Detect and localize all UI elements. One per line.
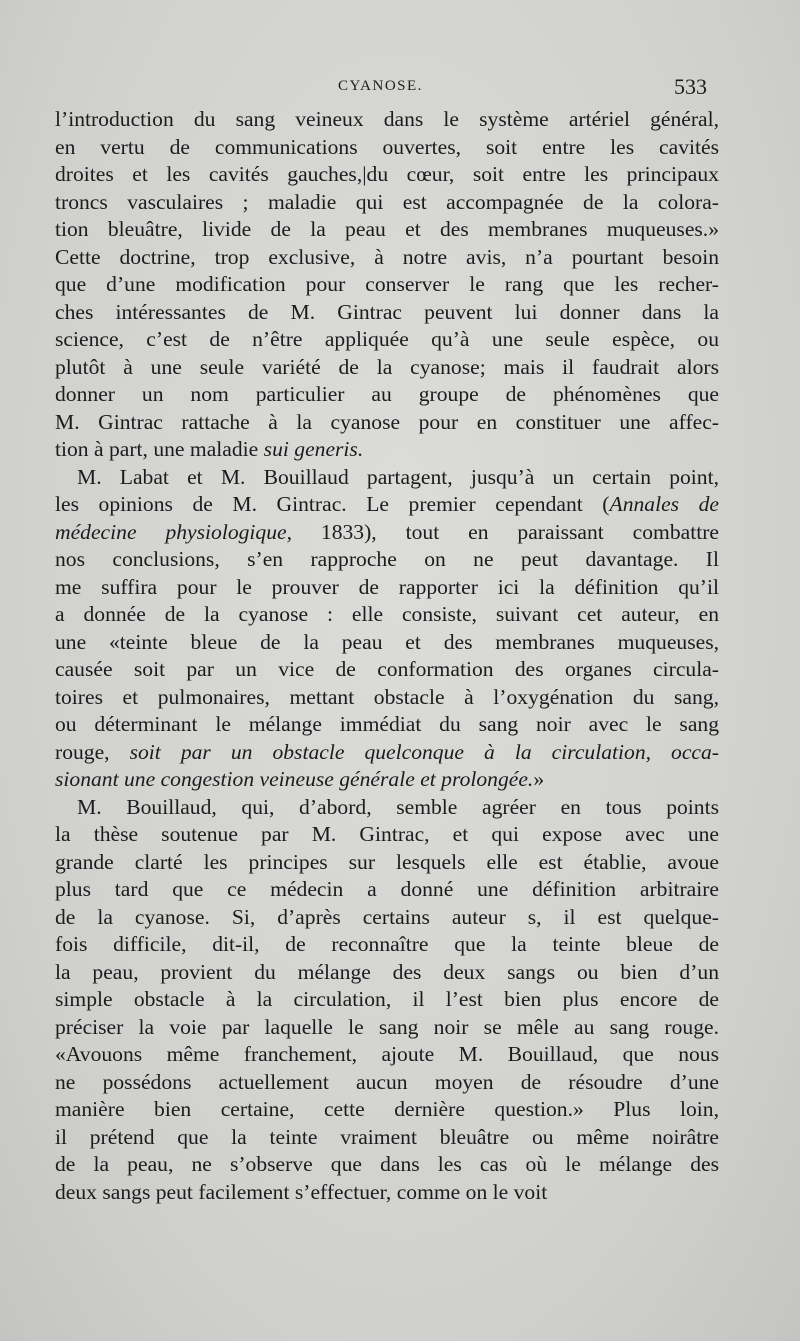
text-line [55,766,719,794]
text-line [55,161,719,189]
running-head: CYANOSE. [338,78,423,94]
text-run: M. Labat et M. Bouillaud partagent, jusqu’à un certain point, [77,464,719,489]
text-line [55,876,719,904]
text-line [55,849,719,877]
text-line [55,1069,719,1097]
page-number: 533 [674,74,707,99]
paragraph [55,794,719,1207]
text-run: nos conclusions, s’en rapproche on ne peut davantage. Il [55,547,719,571]
text-line [55,381,719,409]
text-run: une «teinte bleue de la peau et des membranes muqueuses, [55,629,719,654]
italic-text: médecine physiologique, [55,519,292,544]
text-line [55,354,719,382]
text-line [55,491,719,519]
text-run: a donnée de la cyanose : elle consiste, suivant cet auteur, en [55,602,719,626]
text-line [55,821,719,849]
text-run: ches intéressantes de M. Gintrac peuvent lui donner dans la [55,299,719,324]
text-line [55,794,719,822]
text-line [55,244,719,272]
text-line [55,986,719,1014]
italic-text: soit par un obstacle quelconque à la circulation, occa- [129,739,719,764]
text-run: » [533,767,545,791]
text-run: tion à part, une maladie [55,437,264,461]
text-run: ne possédons actuellement aucun moyen de résoudre d’une [55,1069,719,1094]
text-run: de la peau, ne s’observe que dans les cas où le mélange des [55,1152,719,1176]
text-line [55,1179,719,1207]
paragraph [55,106,719,464]
text-run: me suffira pour le prouver de rapporter ici la définition qu’il [55,574,719,599]
text-run: donner un nom particulier au groupe de phénomènes que [55,382,719,406]
text-run: rouge, [55,739,130,764]
text-run: la thèse soutenue par M. Gintrac, et qui expose avec une [55,822,719,846]
text-line [55,519,719,547]
text-run: grande clarté les principes sur lesquels elle est établie, avoue [55,849,719,874]
text-line [55,216,719,244]
text-line [55,904,719,932]
text-line [55,629,719,657]
text-run: manière bien certaine, cette dernière question.» Plus loin, [55,1097,719,1121]
text-line [55,931,719,959]
text-run: M. Bouillaud, qui, d’abord, semble agréer en tous points [77,794,719,819]
text-run: l’introduction du sang veineux dans le système artériel général, [55,107,719,131]
text-line [55,326,719,354]
text-line [55,574,719,602]
text-run: science, c’est de n’être appliquée qu’à une seule espèce, ou [55,327,719,351]
text-line [55,1151,719,1179]
text-line [55,1041,719,1069]
text-run: les opinions de M. Gintrac. Le premier cependant ( [55,492,610,516]
text-run: la peau, provient du mélange des deux sangs ou bien d’un [55,959,719,984]
text-run: 1833), tout en paraissant combattre [292,519,719,544]
text-line [55,739,719,767]
text-run: «Avouons même franchement, ajoute M. Bouillaud, que nous [55,1042,719,1066]
text-run: ou déterminant le mélange immédiat du sang noir avec le sang [55,712,719,736]
text-run: droites et les cavités gauches,|du cœur, soit entre les principaux [55,162,719,186]
text-run: préciser la voie par laquelle le sang noir se mêle au sang rouge. [55,1014,719,1039]
text-run: toires et pulmonaires, mettant obstacle à l’oxygénation du sang, [55,684,719,709]
text-line [55,684,719,712]
text-line [55,1096,719,1124]
text-run: simple obstacle à la circulation, il l’est bien plus encore de [55,987,719,1011]
paragraph [55,464,719,794]
text-line [55,134,719,162]
text-line [55,656,719,684]
text-run: que d’une modification pour conserver le rang que les recher- [55,272,719,296]
text-line [55,464,719,492]
text-run: M. Gintrac rattache à la cyanose pour en constituer une affec- [55,409,719,434]
text-run: fois difficile, dit-il, de reconnaître que la teinte bleue de [55,932,719,956]
text-line [55,409,719,437]
text-run: plus tard que ce médecin a donné une définition arbitraire [55,877,719,901]
italic-text: sionant une congestion veineuse générale et prolongée. [55,767,534,791]
text-line [55,1014,719,1042]
text-line [55,711,719,739]
text-line [55,546,719,574]
body-text [55,106,719,1206]
text-line [55,601,719,629]
text-run: en vertu de communications ouvertes, soit entre les cavités [55,134,719,159]
text-line [55,1124,719,1152]
italic-text: Annales de [609,492,719,516]
text-run: tion bleuâtre, livide de la peau et des membranes muqueuses.» [55,217,719,241]
text-line [55,189,719,217]
text-run: Cette doctrine, trop exclusive, à notre avis, n’a pourtant besoin [55,244,719,269]
text-line [55,959,719,987]
text-line [55,299,719,327]
text-run: deux sangs peut facilement s’effectuer, comme on le voit [55,1179,548,1204]
text-run: troncs vasculaires ; maladie qui est accompagnée de la colora- [55,189,719,214]
text-run: de la cyanose. Si, d’après certains auteur s, il est quelque- [55,904,719,929]
italic-text: sui generis. [263,437,364,461]
text-run: il prétend que la teinte vraiment bleuâtre ou même noirâtre [55,1124,719,1149]
text-line [55,271,719,299]
text-run: plutôt à une seule variété de la cyanose; mais il faudrait alors [55,354,719,379]
text-line [55,106,719,134]
page-header [0,74,800,102]
text-line [55,436,719,464]
text-run: causée soit par un vice de conformation des organes circula- [55,657,719,681]
